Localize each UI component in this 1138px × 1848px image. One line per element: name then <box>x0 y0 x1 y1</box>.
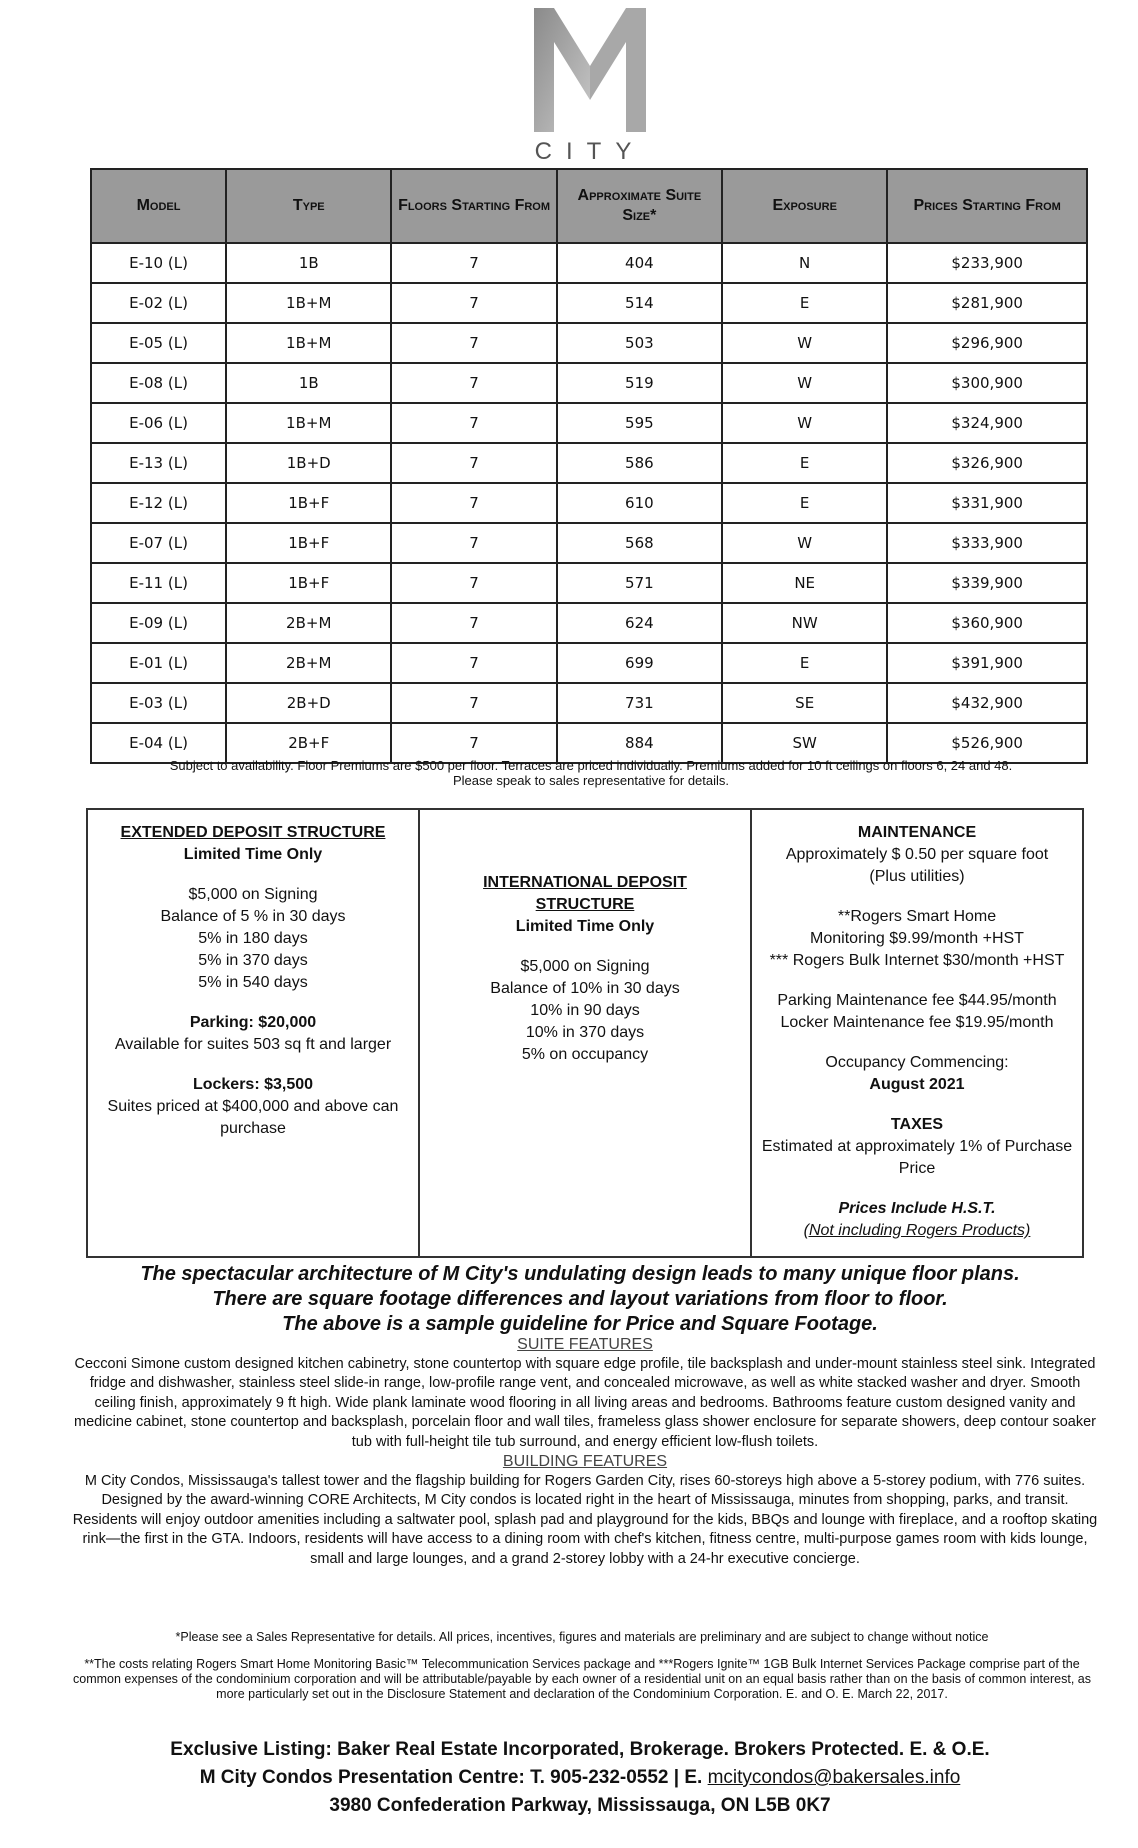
cell-type: 1B+F <box>226 563 391 603</box>
cell-price: $331,900 <box>887 483 1087 523</box>
cell-suite-size: 519 <box>557 363 722 403</box>
cell-exposure: W <box>722 523 887 563</box>
cell-exposure: SE <box>722 683 887 723</box>
cell-model: E-01 (L) <box>91 643 226 683</box>
cell-model: E-10 (L) <box>91 243 226 283</box>
rogers-line: Monitoring $9.99/month +HST <box>810 930 1024 947</box>
cell-exposure: NW <box>722 603 887 643</box>
cell-floor: 7 <box>391 363 556 403</box>
cell-model: E-04 (L) <box>91 723 226 763</box>
footnote-line-1: Subject to availability. Floor Premiums are $500 per floor. Terraces are priced individually. Premiums added for 10 ft ceilings on floors 6, 24 and 48. <box>169 758 1013 773</box>
cell-floor: 7 <box>391 283 556 323</box>
cell-suite-size: 586 <box>557 443 722 483</box>
table-row <box>91 323 1087 363</box>
cell-suite-size: 731 <box>557 683 722 723</box>
cell-floor: 7 <box>391 683 556 723</box>
cell-exposure: N <box>722 243 887 283</box>
listing-info <box>60 1736 1100 1820</box>
table-row <box>91 243 1087 283</box>
table-row <box>91 403 1087 443</box>
cell-type: 1B+F <box>226 523 391 563</box>
building-features-text: M City Condos, Mississauga's tallest tower and the flagship building for Rogers Garden City, rises 60-storeys high above a 5-storey podium, with 776 suites. Designed by the award-winning CORE Architects, M City condos is located right in the heart of Mississauga, minutes from shopping, parks, and transit. Residents will enjoy outdoor amenities including a saltwater pool, splash pad and playground for the kids, BBQs and lounge with fireplace, and a rooftop skating rink—the first in the GTA. Indoors, residents will have access to a dining room with chef's kitchen, fitness centre, multi-purpose games room with kids lounge, small and large lounges, and a grand 2-storey lobby with a 24-hr executive concierge. <box>72 1472 1098 1567</box>
cell-suite-size: 624 <box>557 603 722 643</box>
cell-model: E-11 (L) <box>91 563 226 603</box>
cell-suite-size: 514 <box>557 283 722 323</box>
table-row <box>91 363 1087 403</box>
taxes-line: Estimated at approximately 1% of Purchase <box>761 1138 1073 1155</box>
table-row <box>91 643 1087 683</box>
cell-price: $391,900 <box>887 643 1087 683</box>
disclaimers <box>62 1630 1102 1702</box>
international-subtitle: Limited Time Only <box>515 918 655 935</box>
cell-suite-size: 503 <box>557 323 722 363</box>
locker-fee: Locker Maintenance fee $19.95/month <box>780 1014 1054 1031</box>
extended-line: 5% in 180 days <box>198 930 308 947</box>
cell-exposure: W <box>722 323 887 363</box>
header-exposure: Exposure <box>722 169 887 243</box>
cell-price: $296,900 <box>887 323 1087 363</box>
cell-price: $360,900 <box>887 603 1087 643</box>
cell-model: E-03 (L) <box>91 683 226 723</box>
cell-price: $233,900 <box>887 243 1087 283</box>
cell-exposure: W <box>722 403 887 443</box>
table-footnote <box>86 758 1096 788</box>
header-type: Type <box>226 169 391 243</box>
extended-line: $5,000 on Signing <box>188 886 318 903</box>
presentation-centre-text: M City Condos Presentation Centre: T. 905-232-0552 | E. <box>199 1767 708 1788</box>
cell-price: $339,900 <box>887 563 1087 603</box>
cell-model: E-08 (L) <box>91 363 226 403</box>
suite-features-text: Cecconi Simone custom designed kitchen cabinetry, stone countertop with square edge profile, tile backsplash and under-mount stainless steel sink. Integrated fridge and dishwasher, stainless steel slide-in range, low-profile range vent, and concealed microwave, as well as white stacked washer and dryer. Smooth ceiling finish, approximately 9 ft high. Wide plank laminate wood flooring in all living areas and bedrooms. Bathrooms feature custom designed vanity and medicine cabinet, stone countertop and backsplash, porcelain floor and wall tiles, frameless glass shower enclosure for separate showers, deep contour soaker tub with full-height tile tub surround, and energy efficient low-flush toilets. <box>73 1355 1096 1450</box>
cell-type: 1B <box>226 363 391 403</box>
maintenance-title: MAINTENANCE <box>857 824 977 841</box>
lockers-text: Suites priced at $400,000 and above can <box>107 1098 399 1115</box>
occupancy-date: August 2021 <box>869 1076 965 1093</box>
parking-title: Parking: $20,000 <box>189 1014 317 1031</box>
table-row <box>91 723 1087 763</box>
features-section <box>70 1335 1100 1569</box>
international-deposit-box <box>418 810 750 1256</box>
cell-type: 1B+M <box>226 283 391 323</box>
cell-model: E-05 (L) <box>91 323 226 363</box>
header-price: Prices Starting From <box>887 169 1087 243</box>
deposit-boxes <box>86 808 1084 1258</box>
table-row <box>91 443 1087 483</box>
prices-include: Prices Include H.S.T. <box>838 1200 996 1217</box>
cell-exposure: E <box>722 443 887 483</box>
cell-floor: 7 <box>391 323 556 363</box>
cell-suite-size: 568 <box>557 523 722 563</box>
international-line: $5,000 on Signing <box>520 958 650 975</box>
disclaimer-1: *Please see a Sales Representative for details. All prices, incentives, figures and materials are preliminary and are subject to change without notice <box>175 1630 989 1644</box>
cell-type: 2B+F <box>226 723 391 763</box>
extended-title: EXTENDED DEPOSIT STRUCTURE <box>120 824 386 841</box>
cell-suite-size: 884 <box>557 723 722 763</box>
cell-model: E-13 (L) <box>91 443 226 483</box>
cell-exposure: SW <box>722 723 887 763</box>
cell-suite-size: 404 <box>557 243 722 283</box>
table-row <box>91 283 1087 323</box>
cell-type: 1B <box>226 243 391 283</box>
cell-type: 1B+D <box>226 443 391 483</box>
listing-line-3: 3980 Confederation Parkway, Mississauga, ON L5B 0K7 <box>329 1795 831 1816</box>
cell-floor: 7 <box>391 723 556 763</box>
cell-price: $326,900 <box>887 443 1087 483</box>
international-title: STRUCTURE <box>535 896 635 913</box>
not-including: (Not including Rogers Products) <box>803 1222 1031 1239</box>
cell-type: 1B+F <box>226 483 391 523</box>
extended-deposit-box <box>88 810 418 1256</box>
rogers-line: **Rogers Smart Home <box>837 908 997 925</box>
cell-floor: 7 <box>391 523 556 563</box>
cell-floor: 7 <box>391 443 556 483</box>
cell-model: E-09 (L) <box>91 603 226 643</box>
rogers-line: *** Rogers Bulk Internet $30/month +HST <box>769 952 1065 969</box>
international-line: 5% on occupancy <box>521 1046 649 1063</box>
table-header-row <box>91 169 1087 243</box>
building-features-title: BUILDING FEATURES <box>502 1453 668 1470</box>
cell-type: 2B+D <box>226 683 391 723</box>
headline <box>60 1262 1100 1337</box>
listing-line-1: Exclusive Listing: Baker Real Estate Incorporated, Brokerage. Brokers Protected. E. & O.E. <box>170 1739 990 1760</box>
price-table <box>90 168 1088 764</box>
cell-exposure: E <box>722 643 887 683</box>
m-logo-icon <box>530 4 650 134</box>
cell-suite-size: 610 <box>557 483 722 523</box>
cell-model: E-02 (L) <box>91 283 226 323</box>
header-floors: Floors Starting From <box>391 169 556 243</box>
extended-subtitle: Limited Time Only <box>183 846 323 863</box>
cell-suite-size: 699 <box>557 643 722 683</box>
cell-type: 2B+M <box>226 603 391 643</box>
table-row <box>91 683 1087 723</box>
footnote-line-2: Please speak to sales representative for details. <box>452 773 730 788</box>
cell-exposure: W <box>722 363 887 403</box>
suite-features-title: SUITE FEATURES <box>517 1336 653 1353</box>
extended-line: Balance of 5 % in 30 days <box>160 908 346 925</box>
cell-exposure: E <box>722 483 887 523</box>
cell-price: $300,900 <box>887 363 1087 403</box>
taxes-line: Price <box>898 1160 936 1177</box>
cell-floor: 7 <box>391 483 556 523</box>
logo-wordmark: CITY <box>534 138 646 165</box>
headline-line: There are square footage differences and layout variations from floor to floor. <box>212 1288 948 1310</box>
table-row <box>91 563 1087 603</box>
extended-line: 5% in 370 days <box>198 952 308 969</box>
cell-floor: 7 <box>391 243 556 283</box>
maintenance-line: (Plus utilities) <box>869 868 965 885</box>
cell-price: $333,900 <box>887 523 1087 563</box>
header-suite-size: Approximate Suite Size* <box>557 169 722 243</box>
cell-model: E-06 (L) <box>91 403 226 443</box>
cell-price: $432,900 <box>887 683 1087 723</box>
extended-line: 5% in 540 days <box>198 974 308 991</box>
occupancy-label: Occupancy Commencing: <box>825 1054 1009 1071</box>
cell-model: E-12 (L) <box>91 483 226 523</box>
maintenance-box <box>750 810 1082 1256</box>
cell-floor: 7 <box>391 403 556 443</box>
cell-floor: 7 <box>391 603 556 643</box>
listing-line-2 <box>60 1764 1100 1792</box>
cell-model: E-07 (L) <box>91 523 226 563</box>
email-link[interactable]: mcitycondos@bakersales.info <box>707 1767 961 1788</box>
cell-price: $281,900 <box>887 283 1087 323</box>
table-row <box>91 523 1087 563</box>
international-line: Balance of 10% in 30 days <box>490 980 680 997</box>
parking-text: Available for suites 503 sq ft and larger <box>114 1036 392 1053</box>
maintenance-line: Approximately $ 0.50 per square foot <box>785 846 1049 863</box>
international-title: INTERNATIONAL DEPOSIT <box>483 874 687 891</box>
headline-line: The spectacular architecture of M City's undulating design leads to many unique floor plans. <box>140 1263 1020 1285</box>
cell-exposure: E <box>722 283 887 323</box>
cell-type: 1B+M <box>226 403 391 443</box>
cell-price: $526,900 <box>887 723 1087 763</box>
cell-floor: 7 <box>391 563 556 603</box>
cell-suite-size: 595 <box>557 403 722 443</box>
international-line: 10% in 90 days <box>530 1002 640 1019</box>
cell-type: 2B+M <box>226 643 391 683</box>
table-row <box>91 483 1087 523</box>
headline-line: The above is a sample guideline for Price and Square Footage. <box>282 1313 878 1335</box>
cell-floor: 7 <box>391 643 556 683</box>
parking-fee: Parking Maintenance fee $44.95/month <box>777 992 1057 1009</box>
header-model: Model <box>91 169 226 243</box>
cell-type: 1B+M <box>226 323 391 363</box>
table-row <box>91 603 1087 643</box>
lockers-text: purchase <box>220 1120 286 1137</box>
international-line: 10% in 370 days <box>525 1024 645 1041</box>
cell-exposure: NE <box>722 563 887 603</box>
disclaimer-2: **The costs relating Rogers Smart Home Monitoring Basic™ Telecommunication Services package and ***Rogers Ignite™ 1GB Bulk Internet Services Package comprise part of the common expenses of the condominium corporation and will be attributable/payable by each owner of a residential unit on an equal basis rather than on the basis of common interest, as more particularly set out in the Disclosure Statement and declaration of the Condominium Corporation. E. and O. E. March 22, 2017. <box>73 1657 1091 1701</box>
cell-suite-size: 571 <box>557 563 722 603</box>
taxes-title: TAXES <box>890 1116 944 1133</box>
cell-price: $324,900 <box>887 403 1087 443</box>
lockers-title: Lockers: $3,500 <box>192 1076 314 1093</box>
